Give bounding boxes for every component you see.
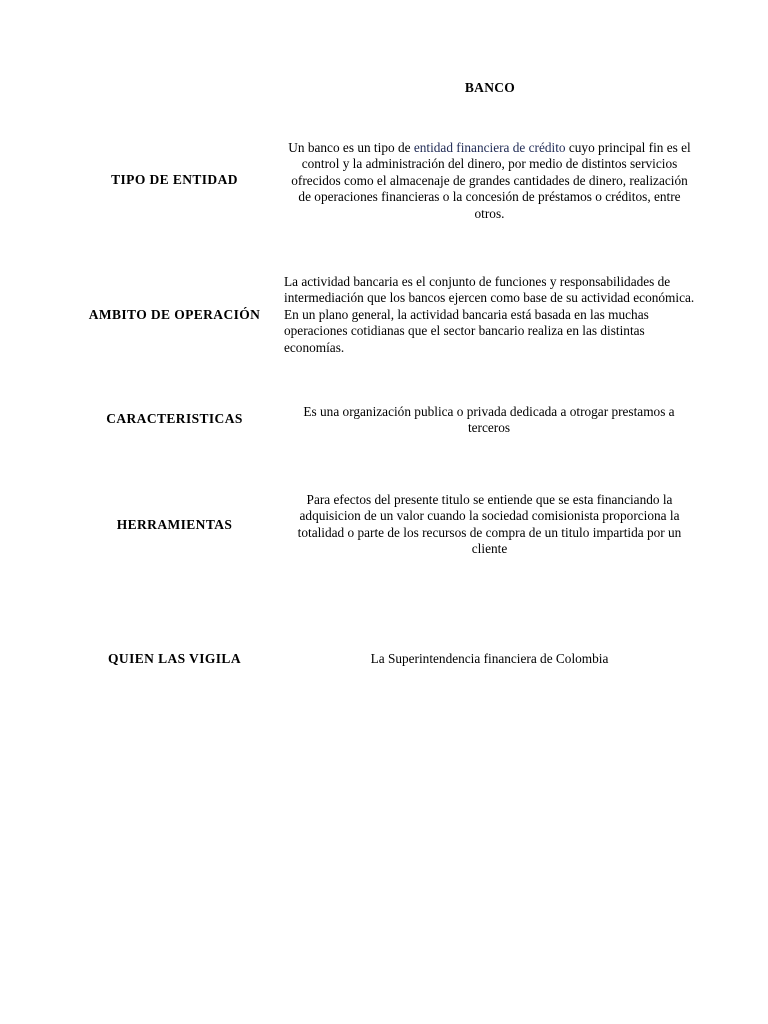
row-text-caracteristicas: Es una organización publica o privada dedicada a otrogar prestamos a terceros (303, 404, 675, 436)
text-after-link: cuyo principal fin es el control y la administración del dinero, por medio de distintos servicios ofrecidos como el almacenaje de grandes cantidades de dinero, realización de operaciones financieras o la concesión de préstamos o créditos, entre otros. (291, 140, 691, 221)
row-label-tipo-de-entidad: TIPO DE ENTIDAD (111, 172, 238, 187)
page-title: BANCO (464, 80, 516, 95)
row-text-herramientas: Para efectos del presente titulo se entiende que se esta financiando la adquisicion de un valor cuando la sociedad comisionista proporciona la totalidad o parte de los recursos de compra de un titulo impartida por un cliente (297, 492, 682, 557)
row-label-ambito-de-operacion: AMBITO DE OPERACIÓN (88, 307, 261, 322)
row-text-quien-las-vigila: La Superintendencia financiera de Colombia (370, 651, 609, 666)
row-label-herramientas: HERRAMIENTAS (116, 517, 233, 532)
row-label-caracteristicas: CARACTERISTICAS (106, 411, 243, 426)
row-text-tipo-de-entidad (284, 140, 695, 222)
entidad-financiera-link[interactable]: entidad financiera de crédito (413, 140, 566, 155)
text-before-link: Un banco es un tipo de (288, 140, 414, 155)
row-label-quien-las-vigila: QUIEN LAS VIGILA (108, 651, 241, 666)
row-text-ambito-de-operacion: La actividad bancaria es el conjunto de funciones y responsabilidades de intermediación que los bancos ejercen como base de su actividad económica. En un plano general, la actividad bancaria está basada en las muchas operaciones cotidianas que el sector bancario realiza en las distintas economías. (284, 274, 695, 355)
